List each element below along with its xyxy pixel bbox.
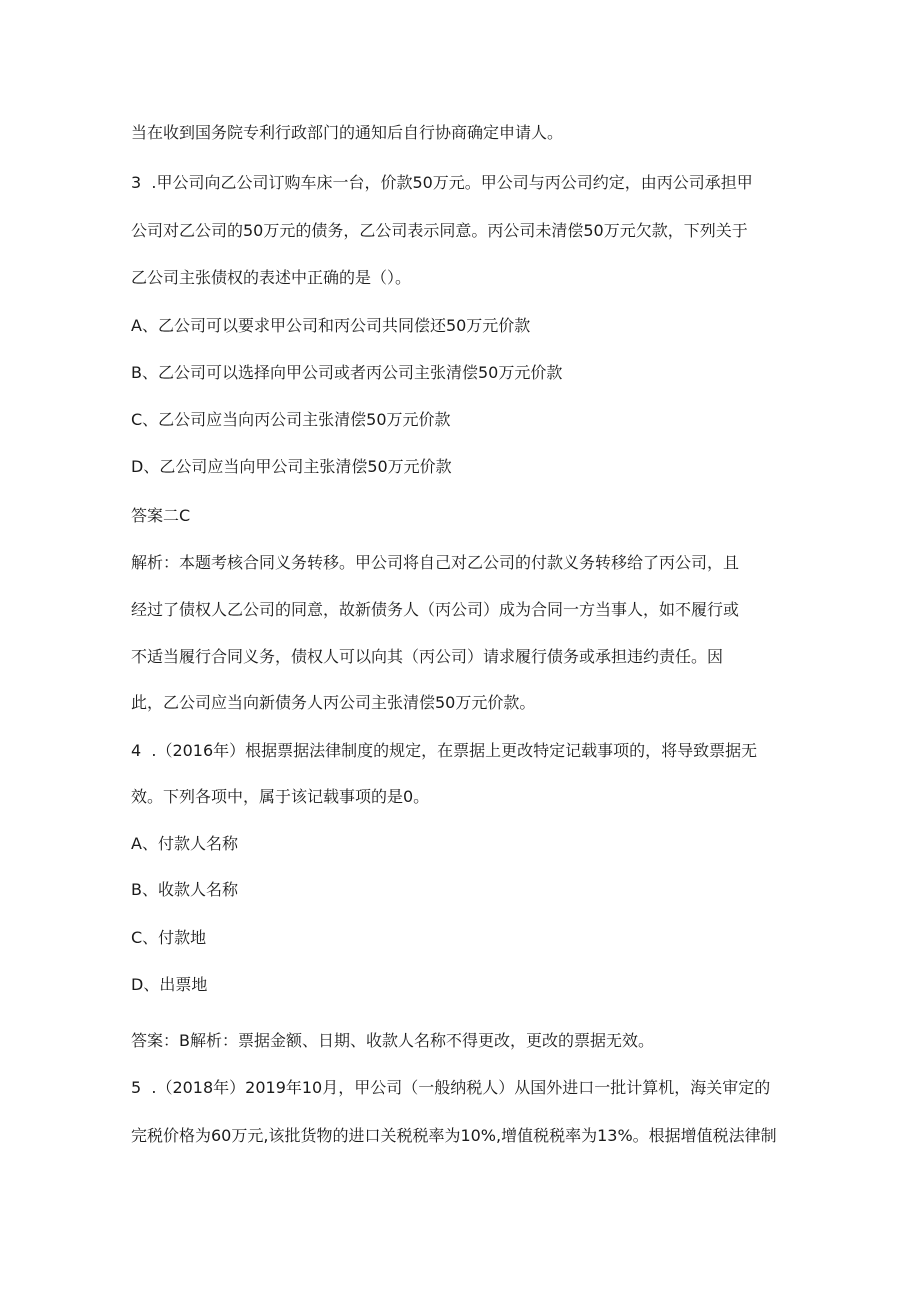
question-3-analysis-line-4: 此，乙公司应当向新债务人丙公司主张清偿50万元价款。: [131, 693, 536, 712]
question-3-analysis-line-2: 经过了债权人乙公司的同意，故新债务人（丙公司）成为合同一方当事人，如不履行或: [131, 600, 740, 619]
question-4-option-d: D、出票地: [131, 975, 208, 994]
question-5-stem-line-2: 完税价格为60万元,该批货物的进口关税税率为10%,增值税税率为13%。根据增值税法律制: [131, 1126, 777, 1145]
question-3-stem-line-2: 公司对乙公司的50万元的债务，乙公司表示同意。丙公司未清偿50万元欠款，下列关于: [131, 221, 748, 240]
question-3-option-d: D、乙公司应当向甲公司主张清偿50万元价款: [131, 457, 452, 476]
question-4-option-b: B、收款人名称: [131, 880, 238, 899]
question-5-stem-line-1: 5 .（2018年）2019年10月，甲公司（一般纳税人）从国外进口一批计算机，海关审定的: [131, 1078, 771, 1097]
question-4-option-a: A、付款人名称: [131, 834, 238, 853]
question-4-stem-line-2: 效。下列各项中，属于该记载事项的是0。: [131, 787, 430, 806]
question-4-answer: 答案：B解析：票据金额、日期、收款人名称不得更改，更改的票据无效。: [131, 1031, 654, 1050]
question-4-option-c: C、付款地: [131, 928, 207, 947]
question-3-analysis-line-3: 不适当履行合同义务，债权人可以向其（丙公司）请求履行债务或承担违约责任。因: [131, 647, 724, 666]
question-3-stem-line-3: 乙公司主张债权的表述中正确的是（）。: [131, 268, 412, 287]
question-3-option-c: C、乙公司应当向丙公司主张清偿50万元价款: [131, 410, 451, 429]
question-3-stem-line-1: 3 .甲公司向乙公司订购车床一台，价款50万元。甲公司与丙公司约定，由丙公司承担甲: [131, 173, 753, 192]
question-3-option-a: A、乙公司可以要求甲公司和丙公司共同偿还50万元价款: [131, 316, 531, 335]
question-3-analysis-line-1: 解析：本题考核合同义务转移。甲公司将自己对乙公司的付款义务转移给了丙公司，且: [131, 553, 740, 572]
question-4-stem-line-1: 4 .（2016年）根据票据法律制度的规定，在票据上更改特定记载事项的，将导致票据无: [131, 741, 758, 760]
text-line-1: 当在收到国务院专利行政部门的通知后自行协商确定申请人。: [131, 123, 564, 142]
question-3-option-b: B、乙公司可以选择向甲公司或者丙公司主张清偿50万元价款: [131, 363, 563, 382]
question-3-answer: 答案二C: [131, 506, 191, 525]
